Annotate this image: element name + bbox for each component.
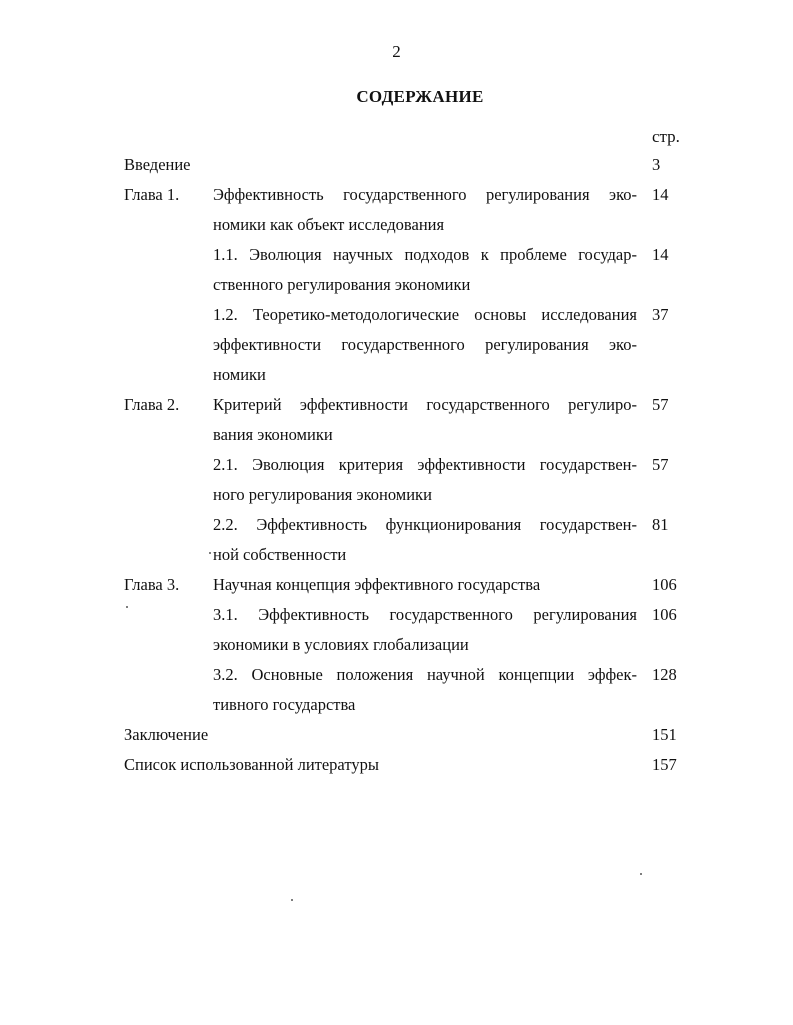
toc-entry-line: 2.1. Эволюция критерия эффективности государствен- xyxy=(213,455,637,474)
scan-speck xyxy=(126,606,128,608)
toc-page-number: 57 xyxy=(652,455,669,474)
toc-page-number: 3 xyxy=(652,155,661,174)
toc-entry xyxy=(0,450,793,510)
toc-entry xyxy=(0,390,793,450)
toc-entry-title xyxy=(124,720,624,750)
toc-entry-line: ного регулирования экономики xyxy=(213,485,432,504)
table-of-contents xyxy=(0,150,793,780)
toc-entry xyxy=(0,570,793,600)
toc-page-number: 128 xyxy=(652,665,677,684)
chapter-label: Глава 1. xyxy=(124,185,180,204)
toc-entry xyxy=(0,720,793,750)
pages-column-header: стр. xyxy=(652,127,680,146)
toc-entry-line: вания экономики xyxy=(213,425,333,444)
toc-page-number: 106 xyxy=(652,575,677,594)
toc-entry-line: Введение xyxy=(124,155,191,174)
toc-entry-line: 3.1. Эффективность государственного регулирования xyxy=(213,605,637,624)
toc-page-number: 37 xyxy=(652,305,669,324)
toc-entry-title xyxy=(213,600,637,660)
toc-entry-line: 1.1. Эволюция научных подходов к проблеме государ- xyxy=(213,245,637,264)
toc-entry-title xyxy=(213,660,637,720)
toc-page-number: 57 xyxy=(652,395,669,414)
toc-entry-line: 3.2. Основные положения научной концепции эффек- xyxy=(213,665,637,684)
toc-page-number: 106 xyxy=(652,605,677,624)
toc-entry-line: 2.2. Эффективность функционирования государствен- xyxy=(213,515,637,534)
toc-entry-line: Научная концепция эффективного государства xyxy=(213,575,541,594)
scan-speck xyxy=(640,873,642,875)
toc-entry xyxy=(0,300,793,390)
toc-entry xyxy=(0,180,793,240)
toc-entry xyxy=(0,750,793,780)
toc-entry-line: эффективности государственного регулирования эко- xyxy=(213,335,637,354)
toc-entry-title xyxy=(124,750,624,780)
chapter-label: Глава 2. xyxy=(124,395,180,414)
toc-entry-line: Список использованной литературы xyxy=(124,755,379,774)
toc-entry xyxy=(0,660,793,720)
toc-page-number: 81 xyxy=(652,515,669,534)
toc-entry-title xyxy=(213,390,637,450)
toc-page-number: 157 xyxy=(652,755,677,774)
toc-entry-line: ственного регулирования экономики xyxy=(213,275,471,294)
toc-page-number: 14 xyxy=(652,185,669,204)
toc-entry-title xyxy=(213,510,637,570)
toc-entry-line: Эффективность государственного регулирования эко- xyxy=(213,185,637,204)
toc-entry-title xyxy=(124,150,624,180)
toc-entry xyxy=(0,150,793,180)
toc-page-number: 151 xyxy=(652,725,677,744)
toc-entry-line: номики как объект исследования xyxy=(213,215,445,234)
toc-entry-line: ной собственности xyxy=(213,545,347,564)
scan-speck xyxy=(291,899,293,901)
toc-entry xyxy=(0,510,793,570)
toc-entry-title xyxy=(213,240,637,300)
scan-speck xyxy=(209,552,211,554)
toc-entry-title xyxy=(213,180,637,240)
toc-entry xyxy=(0,240,793,300)
toc-entry-line: Критерий эффективности государственного регулиро- xyxy=(213,395,637,414)
toc-entry-title xyxy=(213,450,637,510)
toc-page-number: 14 xyxy=(652,245,669,264)
toc-entry-line: экономики в условиях глобализации xyxy=(213,635,469,654)
page-title: СОДЕРЖАНИЕ xyxy=(356,87,484,106)
chapter-label: Глава 3. xyxy=(124,575,180,594)
toc-entry-line: 1.2. Теоретико-методологические основы исследования xyxy=(213,305,637,324)
toc-entry-line: Заключение xyxy=(124,725,209,744)
toc-entry xyxy=(0,600,793,660)
toc-entry-title xyxy=(213,570,637,600)
toc-entry-line: тивного государства xyxy=(213,695,356,714)
toc-entry-title xyxy=(213,300,637,390)
toc-entry-line: номики xyxy=(213,365,266,384)
page-number: 2 xyxy=(392,42,401,61)
